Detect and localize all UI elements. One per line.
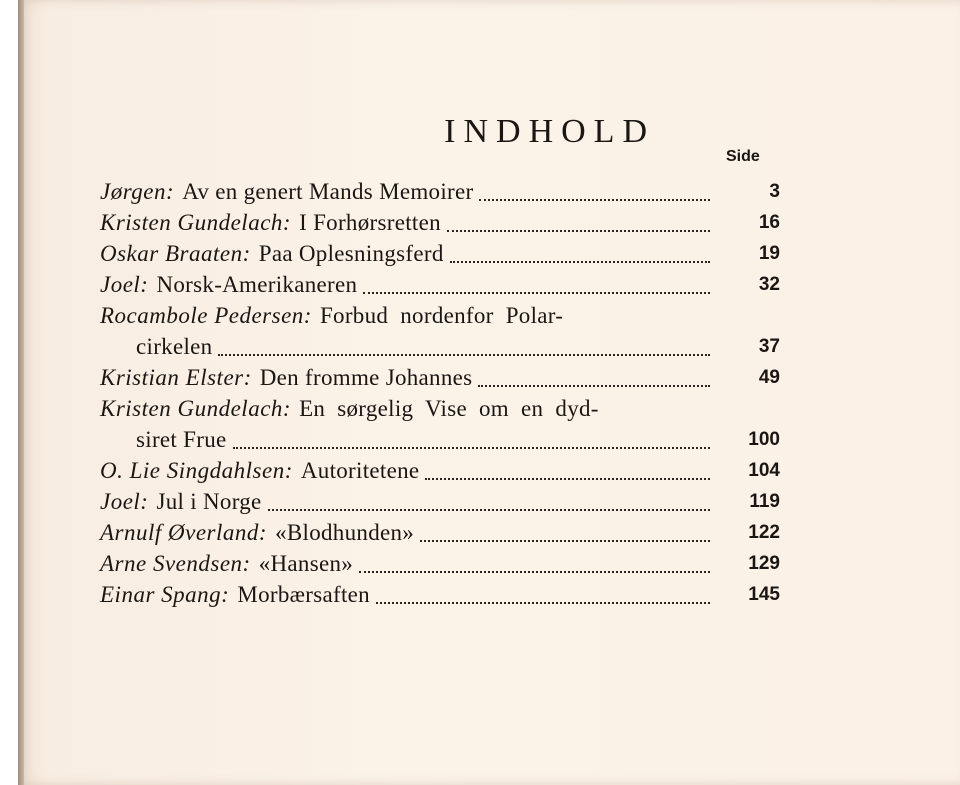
toc-entry [100, 176, 780, 207]
dot-leader [218, 354, 710, 356]
toc-entry [100, 362, 780, 393]
entry-author: Joel: [100, 272, 149, 297]
dot-leader [420, 540, 710, 542]
entry-title: Autoritetene [300, 458, 420, 483]
toc-entry [100, 455, 780, 486]
entry-author: Oskar Braaten: [100, 241, 251, 266]
dot-leader [359, 571, 710, 573]
entry-title: En sørgelig Vise om en dyd- [299, 396, 599, 421]
entry-author: Arne Svendsen: [100, 551, 251, 576]
toc-entry [100, 393, 780, 455]
entry-title: Jul i Norge [156, 489, 262, 514]
entry-page-number: 16 [758, 212, 780, 233]
entry-title: Av en genert Mands Memoirer [182, 179, 474, 204]
toc-entries [100, 176, 780, 610]
toc-entry [100, 548, 780, 579]
entry-author: Rocambole Pedersen: [100, 303, 312, 328]
entry-page-number: 49 [758, 367, 780, 388]
entry-title: Norsk-Amerikaneren [156, 272, 358, 297]
dot-leader [363, 292, 710, 294]
page-title: INDHOLD [444, 113, 655, 150]
entry-title: Forbud nordenfor Polar- [319, 303, 564, 328]
entry-author: Kristen Gundelach: [100, 396, 292, 421]
entry-title-continuation: cirkelen [136, 334, 213, 359]
entry-page-number: 19 [758, 243, 780, 264]
toc-entry [100, 238, 780, 269]
entry-author: O. Lie Singdahlsen: [100, 458, 293, 483]
entry-author: Einar Spang: [100, 582, 230, 607]
entry-author: Joel: [100, 489, 149, 514]
dot-leader [479, 199, 710, 201]
entry-title: Morbærsaften [237, 582, 370, 607]
entry-title: «Hansen» [258, 551, 354, 576]
toc-entry [100, 269, 780, 300]
dot-leader [450, 261, 710, 263]
entry-page-number: 100 [748, 429, 780, 450]
page-binding-edge [18, 0, 24, 785]
entry-author: Arnulf Øverland: [100, 520, 268, 545]
toc-entry [100, 207, 780, 238]
dot-leader [376, 602, 710, 604]
toc-entry [100, 579, 780, 610]
toc-entry [100, 517, 780, 548]
toc-entry [100, 300, 780, 362]
entry-title: Paa Oplesningsferd [258, 241, 444, 266]
toc-entry [100, 486, 780, 517]
entry-author: Kristian Elster: [100, 365, 252, 390]
entry-author: Kristen Gundelach: [100, 210, 292, 235]
entry-page-number: 32 [758, 274, 780, 295]
entry-page-number: 37 [758, 336, 780, 357]
entry-page-number: 129 [748, 553, 780, 574]
dot-leader [478, 385, 710, 387]
entry-page-number: 122 [748, 522, 780, 543]
entry-title: I Forhørsretten [299, 210, 441, 235]
entry-author: Jørgen: [100, 179, 175, 204]
entry-title: «Blodhunden» [275, 520, 415, 545]
entry-page-number: 104 [748, 460, 780, 481]
entry-page-number: 145 [748, 584, 780, 605]
entry-page-number: 3 [769, 181, 780, 202]
page-column-header: Side [726, 148, 760, 165]
entry-title-continuation: siret Frue [136, 427, 227, 452]
dot-leader [447, 230, 710, 232]
dot-leader [425, 478, 710, 480]
dot-leader [233, 447, 710, 449]
entry-page-number: 119 [749, 491, 780, 512]
dot-leader [268, 509, 710, 511]
entry-title: Den fromme Johannes [259, 365, 473, 390]
